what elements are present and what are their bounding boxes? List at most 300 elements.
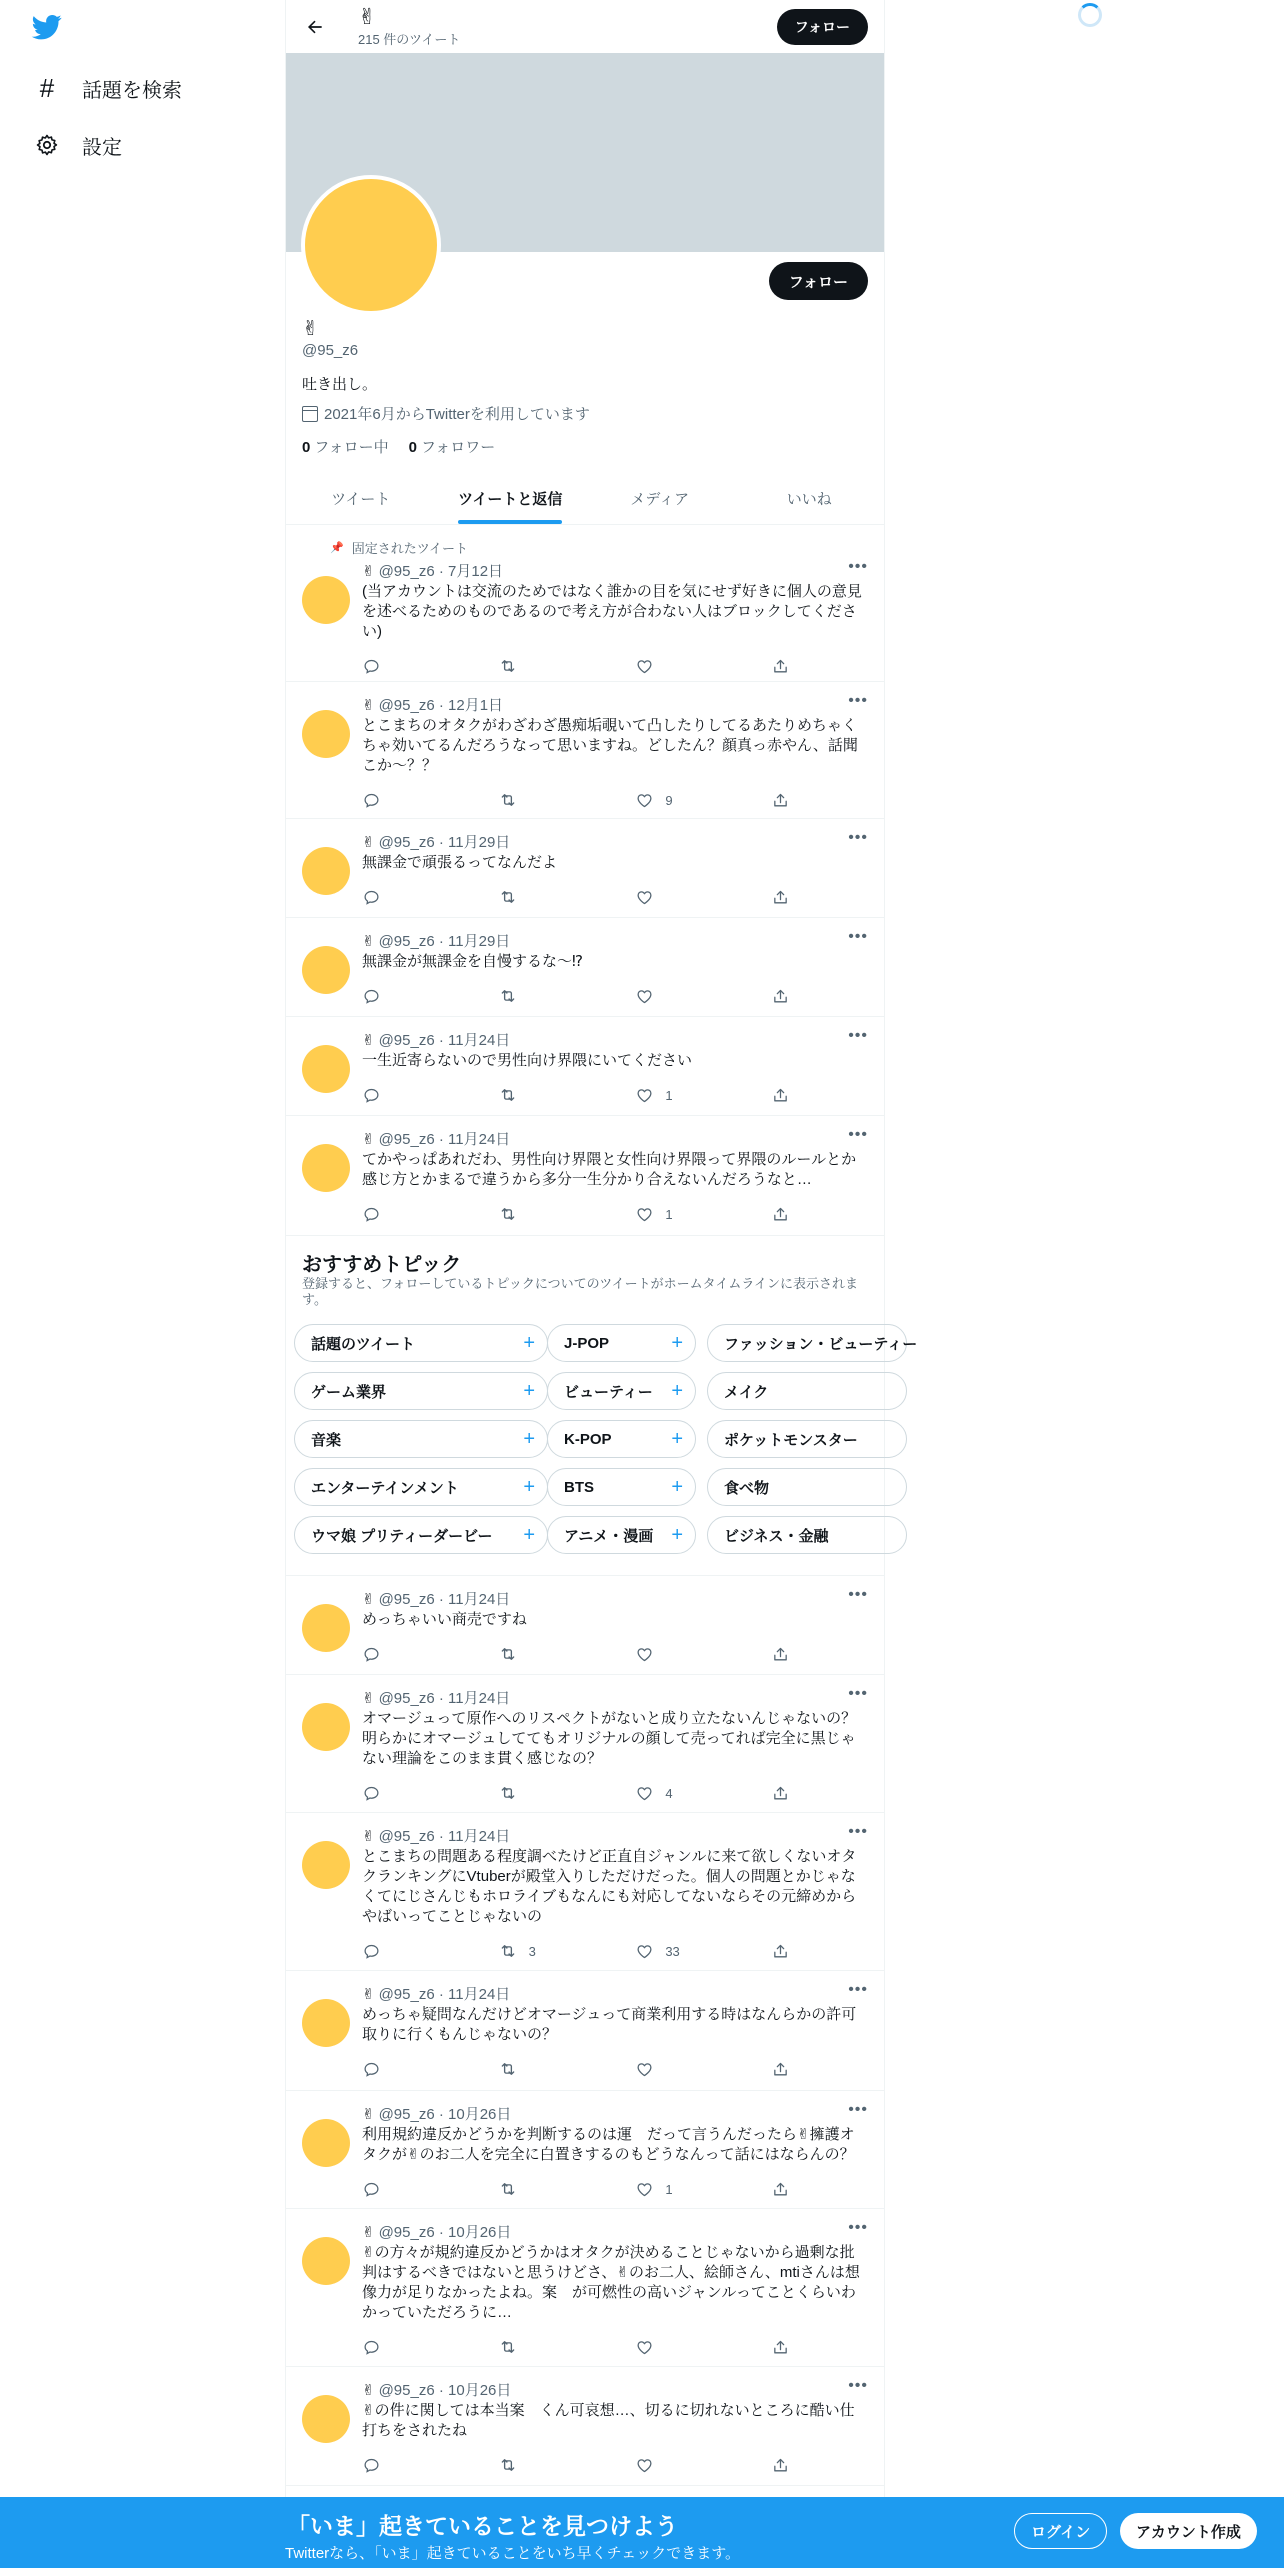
topic-chip[interactable]: [294, 1468, 548, 1506]
topic-chip[interactable]: [707, 1372, 907, 1410]
more-options-icon[interactable]: •••: [848, 1685, 868, 1702]
tweet-actions: [362, 790, 792, 810]
tweet[interactable]: [286, 2091, 884, 2209]
share-button[interactable]: [772, 1783, 792, 1803]
tweet-text: ✌の件に関しては本当案 くん可哀想…、切るに切れないところに酷い仕打ちをされたね: [362, 2402, 855, 2439]
more-options-icon[interactable]: •••: [848, 1823, 868, 1840]
tweet-text: オマージュって原作へのリスペクトがないと成り立たないんじゃないの？明らかにオマージュしててもオリジナルの顔して売ってれば完全に黒じゃない理論をこのまま貫く感じなの？: [362, 1710, 857, 1767]
topic-chip-label: 話題のツイート: [311, 1335, 415, 1353]
more-options-icon[interactable]: •••: [848, 829, 868, 846]
tweet-text: てかやっぱあれだわ、男性向け界隈と女性向け界隈って界隈のルールとか感じ方とかまるで違うから多分一生分かり合えないんだろうなと…: [362, 1151, 857, 1188]
followers-link[interactable]: [409, 436, 496, 457]
reply-button[interactable]: [362, 1783, 442, 1803]
reply-button[interactable]: [362, 2179, 442, 2199]
tweet-author-name[interactable]: ✌: [362, 1986, 375, 2003]
tweet-avatar[interactable]: [302, 1703, 350, 1751]
topic-chip[interactable]: [294, 1324, 548, 1362]
tweet-avatar[interactable]: [302, 946, 350, 994]
header-name: ✌: [358, 4, 377, 29]
reply-button[interactable]: [362, 656, 442, 676]
retweet-button[interactable]: [499, 2337, 579, 2357]
retweet-count: 3: [528, 1943, 536, 1959]
tweet-avatar[interactable]: [302, 2395, 350, 2443]
reply-button[interactable]: [362, 2337, 442, 2357]
share-icon: [772, 2180, 789, 2198]
like-button[interactable]: [635, 1204, 715, 1224]
like-button[interactable]: [635, 2337, 715, 2357]
twitter-bird-icon[interactable]: [30, 12, 66, 44]
like-count: 1: [665, 2181, 673, 2197]
reply-button[interactable]: [362, 887, 442, 907]
tweet-actions: [362, 1085, 792, 1105]
tab-label: ツイートと返信: [458, 490, 563, 508]
retweet-icon: [499, 1942, 517, 1960]
tweet-date[interactable]: 11月29日: [448, 933, 511, 950]
heart-icon: [635, 1205, 653, 1223]
retweet-button[interactable]: [499, 2179, 579, 2199]
tweet-handle[interactable]: @95_z6: [378, 834, 435, 851]
follow-button[interactable]: フォロー: [769, 262, 868, 300]
retweet-icon: [499, 2060, 517, 2078]
tweet-text: 一生近寄らないので男性向け界隈にいてください: [362, 1052, 693, 1069]
heart-icon: [635, 2180, 653, 2198]
tweet-author-name[interactable]: ✌: [362, 2106, 375, 2123]
share-icon: [772, 1645, 789, 1663]
tweet-actions: [362, 2059, 792, 2079]
tweet-handle[interactable]: @95_z6: [378, 2106, 435, 2123]
more-options-icon[interactable]: •••: [848, 2219, 868, 2236]
tab-label: ツイート: [331, 490, 391, 508]
tweet-handle[interactable]: @95_z6: [378, 1591, 435, 1608]
gear-icon: [32, 130, 62, 160]
more-options-icon[interactable]: •••: [848, 2377, 868, 2394]
retweet-button[interactable]: [499, 1085, 579, 1105]
retweet-icon: [499, 1645, 517, 1663]
tweet[interactable]: [286, 918, 884, 1017]
following-count: 0: [302, 439, 311, 456]
more-options-icon[interactable]: •••: [848, 2101, 868, 2118]
topic-chip-label: ゲーム業界: [311, 1383, 387, 1401]
pin-icon: 📌: [330, 542, 344, 554]
like-button[interactable]: [635, 2059, 715, 2079]
retweet-icon: [499, 1205, 517, 1223]
like-button[interactable]: [635, 986, 715, 1006]
calendar-icon: [302, 406, 318, 422]
share-button[interactable]: [772, 2179, 792, 2199]
reply-button[interactable]: [362, 1644, 442, 1664]
reply-button[interactable]: [362, 2059, 442, 2079]
more-options-icon[interactable]: •••: [848, 928, 868, 945]
tweet[interactable]: [286, 1971, 884, 2091]
tweet-author-name[interactable]: ✌: [362, 1131, 375, 1148]
reply-icon: [362, 1942, 380, 1960]
retweet-button[interactable]: [499, 1941, 579, 1961]
tweet-handle[interactable]: @95_z6: [378, 2382, 435, 2399]
followers-label: フォロワー: [420, 439, 496, 456]
retweet-button[interactable]: [499, 887, 579, 907]
share-icon: [772, 1942, 789, 1960]
topics-title: おすすめトピック: [302, 1254, 462, 1276]
tweet[interactable]: [286, 1813, 884, 1971]
heart-icon: [635, 2060, 653, 2078]
followers-count: 0: [408, 439, 417, 456]
header-follow-button[interactable]: フォロー: [777, 9, 868, 45]
tweet-author-name[interactable]: ✌: [362, 1828, 375, 1845]
tweet[interactable]: [286, 2367, 884, 2486]
topic-chip-label: ポケットモンスター: [724, 1431, 858, 1449]
like-count: 33: [665, 1943, 680, 1959]
tweet[interactable]: [286, 819, 884, 918]
tweet-author-name[interactable]: ✌: [362, 834, 375, 851]
tweet-handle[interactable]: @95_z6: [378, 933, 435, 950]
more-options-icon[interactable]: •••: [848, 1981, 868, 1998]
tweet[interactable]: [286, 2209, 884, 2367]
share-button[interactable]: [772, 2455, 792, 2475]
heart-icon: [635, 1645, 653, 1663]
tweet[interactable]: [286, 1576, 884, 1675]
tweet[interactable]: [286, 682, 884, 819]
reply-button[interactable]: [362, 1085, 442, 1105]
nav-settings[interactable]: [32, 125, 122, 165]
pinned-text: 固定されたツイート: [351, 541, 469, 556]
tweet[interactable]: [286, 1116, 884, 1236]
reply-icon: [362, 1086, 380, 1104]
signup-button[interactable]: アカウント作成: [1120, 2513, 1257, 2549]
more-options-icon[interactable]: •••: [848, 692, 868, 709]
share-icon: [772, 2456, 789, 2474]
more-options-icon[interactable]: •••: [848, 1586, 868, 1603]
tweet-actions: [362, 2455, 792, 2475]
topic-chip-label: ウマ娘 プリティーダービー: [311, 1527, 493, 1545]
plus-icon: +: [671, 1476, 683, 1498]
tab-tweets[interactable]: [286, 472, 436, 524]
tweet-handle[interactable]: @95_z6: [378, 1690, 435, 1707]
share-button[interactable]: [772, 656, 792, 676]
heart-icon: [635, 791, 653, 809]
topic-chip[interactable]: [707, 1468, 907, 1506]
profile-tabs: [286, 472, 884, 525]
tab-label: いいね: [786, 490, 832, 508]
share-icon: [772, 657, 789, 675]
tweet-text: とこまちのオタクがわざわざ愚痴垢覗いて凸したりしてるあたりめちゃくちゃ効いてるんだろうなって思いますね。どしたん？顔真っ赤やん、話聞こか〜？？: [362, 717, 858, 774]
like-button[interactable]: [635, 790, 715, 810]
topics-subtitle: 登録すると、フォローしているトピックについてのツイートがホームタイムラインに表示されます。: [302, 1276, 859, 1307]
tweet-date[interactable]: 11月24日: [448, 1591, 511, 1608]
topic-chip-label: K-POP: [564, 1430, 612, 1448]
topic-chip-label: ビューティー: [564, 1383, 653, 1401]
retweet-icon: [499, 2338, 517, 2356]
tweet-header: ✌ @95_z6 · 7月12日: [362, 563, 504, 580]
topic-chip[interactable]: [547, 1516, 696, 1554]
reply-button[interactable]: [362, 790, 442, 810]
share-button[interactable]: [772, 1941, 792, 1961]
retweet-button[interactable]: [499, 2059, 579, 2079]
nav-explore[interactable]: [32, 68, 182, 108]
tab-media[interactable]: [585, 472, 735, 524]
heart-icon: [635, 888, 653, 906]
like-button[interactable]: [635, 1085, 715, 1105]
like-count: 1: [665, 1206, 673, 1222]
reply-icon: [362, 888, 380, 906]
signup-banner-subtitle: Twitterなら、「いま」起きていることをいち早くチェックできます。: [285, 2545, 741, 2562]
reply-icon: [362, 2338, 380, 2356]
heart-icon: [635, 987, 653, 1005]
tweet-avatar[interactable]: [302, 1144, 350, 1192]
like-count: 9: [665, 792, 673, 808]
reply-button[interactable]: [362, 2455, 442, 2475]
tweet-header: ✌ @95_z6 · 11月24日: [362, 1690, 511, 1707]
tweet-actions: [362, 2337, 792, 2357]
topic-chip-label: エンターテインメント: [311, 1479, 459, 1497]
tweet-author-name[interactable]: ✌: [362, 1690, 375, 1707]
login-button[interactable]: ログイン: [1014, 2513, 1107, 2549]
plus-icon: +: [671, 1380, 683, 1402]
tweet-author-name[interactable]: ✌: [362, 1032, 375, 1049]
tweet-author-name[interactable]: ✌: [362, 563, 375, 580]
retweet-button[interactable]: [499, 1204, 579, 1224]
tweet-handle[interactable]: @95_z6: [378, 1131, 435, 1148]
tweet[interactable]: [286, 1675, 884, 1813]
tweet-author-name[interactable]: ✌: [362, 2382, 375, 2399]
plus-icon: +: [523, 1476, 535, 1498]
tweet-avatar[interactable]: [302, 1999, 350, 2047]
profile-avatar[interactable]: [301, 175, 441, 315]
tab-likes[interactable]: [735, 472, 885, 524]
topic-chip[interactable]: [294, 1372, 548, 1410]
tweet-date[interactable]: 11月24日: [448, 1690, 511, 1707]
nav-settings-label: 設定: [82, 136, 122, 159]
more-options-icon[interactable]: •••: [848, 558, 868, 575]
reply-button[interactable]: [362, 986, 442, 1006]
tweet-author-name[interactable]: ✌: [362, 933, 375, 950]
tweet-avatar[interactable]: [302, 2119, 350, 2167]
tweet-date[interactable]: 11月24日: [448, 1828, 511, 1845]
more-options-icon[interactable]: •••: [848, 1027, 868, 1044]
pinned-label: [330, 538, 468, 557]
topic-chip-label: 音楽: [311, 1431, 342, 1449]
share-icon: [772, 1086, 789, 1104]
topic-chip-label: BTS: [564, 1478, 594, 1496]
tweet-author-name[interactable]: ✌: [362, 697, 375, 714]
tweet-handle[interactable]: @95_z6: [378, 1986, 435, 2003]
topic-chip-label: 食べ物: [724, 1479, 770, 1497]
heart-icon: [635, 2338, 653, 2356]
tweet-date[interactable]: 10月26日: [448, 2382, 512, 2399]
signup-banner-title: 「いま」起きていることを見つけよう: [287, 2513, 678, 2539]
topic-chip[interactable]: [707, 1420, 907, 1458]
tweet-handle[interactable]: @95_z6: [378, 1828, 435, 1845]
tweet-header: ✌ @95_z6 · 11月24日: [362, 1591, 511, 1608]
topic-chip-label: メイク: [724, 1383, 769, 1401]
like-count: 1: [665, 1087, 673, 1103]
reply-icon: [362, 657, 380, 675]
profile-handle: @95_z6: [302, 342, 359, 359]
tweet-text: (当アカウントは交流のためではなく誰かの目を気にせず好きに個人の意見を述べるためのものであるので考え方が合わない人はブロックしてください): [362, 583, 862, 640]
share-button[interactable]: [772, 790, 792, 810]
retweet-button[interactable]: [499, 656, 579, 676]
topic-chip-label: J-POP: [564, 1334, 610, 1352]
tweet-text: 無課金で頑張るってなんだよ: [362, 854, 558, 871]
following-label: フォロー中: [314, 439, 389, 456]
share-icon: [772, 2338, 789, 2356]
topic-chip[interactable]: [707, 1324, 918, 1362]
plus-icon: +: [671, 1428, 683, 1450]
topic-chip[interactable]: [547, 1324, 696, 1362]
reply-icon: [362, 2456, 380, 2474]
topic-chip[interactable]: [547, 1372, 696, 1410]
tweet-avatar[interactable]: [302, 1841, 350, 1889]
tab-tweets-and-replies[interactable]: [436, 472, 586, 524]
share-button[interactable]: [772, 1644, 792, 1664]
reply-icon: [362, 1645, 380, 1663]
topic-chip-label: ファッション・ビューティー: [724, 1335, 918, 1353]
tweet-text: とこまちの問題ある程度調べたけど正直自ジャンルに来て欲しくないオタクランキングにVtuberが殿堂入りしただけだった。個人の問題とかじゃなくてにじさんじもホロライブもなんにも対応してないならその元締めからやばいってことじゃないの: [362, 1848, 857, 1925]
plus-icon: +: [523, 1524, 535, 1546]
tweet-header: ✌ @95_z6 · 11月29日: [362, 933, 511, 950]
tweet-date[interactable]: 10月26日: [448, 2106, 512, 2123]
like-button[interactable]: [635, 1941, 715, 1961]
reply-icon: [362, 791, 380, 809]
more-options-icon[interactable]: •••: [848, 1126, 868, 1143]
profile-follow-stats: [302, 436, 495, 457]
tweet-avatar[interactable]: [302, 2237, 350, 2285]
left-sidebar: [0, 0, 285, 2568]
retweet-icon: [499, 888, 517, 906]
tweet-header: ✌ @95_z6 · 11月24日: [362, 1986, 511, 2003]
share-icon: [772, 1784, 789, 1802]
tweet-date[interactable]: 11月24日: [448, 1131, 511, 1148]
share-icon: [772, 2060, 789, 2078]
retweet-icon: [499, 2456, 517, 2474]
retweet-icon: [499, 987, 517, 1005]
like-count: 4: [665, 1785, 673, 1801]
signup-banner: [0, 2497, 1284, 2568]
like-button[interactable]: [635, 1783, 715, 1803]
back-arrow-icon[interactable]: [298, 10, 332, 44]
nav-explore-label: 話題を検索: [82, 79, 182, 102]
tweet-header: ✌ @95_z6 · 10月26日: [362, 2224, 512, 2241]
reply-icon: [362, 2180, 380, 2198]
share-icon: [772, 987, 789, 1005]
reply-icon: [362, 2060, 380, 2078]
topic-chip[interactable]: [547, 1468, 696, 1506]
tweet-actions: [362, 1941, 792, 1961]
tweet-date[interactable]: 11月24日: [448, 1032, 511, 1049]
tweet-date[interactable]: 12月1日: [448, 697, 504, 714]
plus-icon: +: [523, 1428, 535, 1450]
topic-chip-label: アニメ・漫画: [564, 1527, 654, 1545]
tweet-actions: [362, 1783, 792, 1803]
tweet-actions: [362, 656, 792, 676]
tweet-header: ✌ @95_z6 · 11月24日: [362, 1131, 511, 1148]
share-button[interactable]: [772, 1085, 792, 1105]
plus-icon: +: [523, 1332, 535, 1354]
retweet-icon: [499, 1086, 517, 1104]
heart-icon: [635, 1942, 653, 1960]
profile-name: ✌: [302, 318, 319, 340]
share-button[interactable]: [772, 1204, 792, 1224]
profile-column: [285, 0, 918, 2500]
like-button[interactable]: [635, 2455, 715, 2475]
tweet-actions: [362, 986, 792, 1006]
retweet-button[interactable]: [499, 2455, 579, 2475]
like-button[interactable]: [635, 2179, 715, 2199]
recommended-topics: [286, 1236, 918, 1576]
hashtag-icon: #: [39, 72, 55, 103]
tweet-text: めっちゃいい商売ですね: [362, 1611, 527, 1628]
retweet-button[interactable]: [499, 1644, 579, 1664]
header-tweet-count: 215 件のツイート: [358, 32, 461, 47]
retweet-button[interactable]: [499, 1783, 579, 1803]
tweet-date[interactable]: 10月26日: [448, 2224, 512, 2241]
retweet-icon: [499, 791, 517, 809]
tweet-avatar[interactable]: [302, 847, 350, 895]
reply-button[interactable]: [362, 1204, 442, 1224]
tweet-author-name[interactable]: ✌: [362, 2224, 375, 2241]
topic-chip[interactable]: [547, 1420, 696, 1458]
profile-bio: 吐き出し。: [302, 376, 378, 393]
tweet-handle[interactable]: @95_z6: [378, 2224, 435, 2241]
active-tab-indicator: [458, 520, 562, 524]
retweet-button[interactable]: [499, 790, 579, 810]
heart-icon: [635, 2456, 653, 2474]
tweet[interactable]: [286, 1017, 884, 1116]
tweet-text: めっちゃ疑問なんだけどオマージュって商業利用する時はなんらかの許可取りに行くもんじゃないの？: [362, 2006, 857, 2043]
tweet-actions: [362, 2179, 792, 2199]
following-link[interactable]: [302, 436, 389, 457]
share-icon: [772, 791, 789, 809]
tweet-avatar[interactable]: [302, 576, 350, 624]
topic-chip-label: ビジネス・金融: [724, 1527, 829, 1545]
tweet-header: ✌ @95_z6 · 11月29日: [362, 834, 511, 851]
topic-chip[interactable]: [294, 1516, 548, 1554]
retweet-icon: [499, 657, 517, 675]
profile-header-bar: [286, 0, 884, 53]
reply-icon: [362, 1784, 380, 1802]
tweet-handle[interactable]: @95_z6: [378, 563, 435, 580]
like-button[interactable]: [635, 656, 715, 676]
tweet-date[interactable]: 11月29日: [448, 834, 511, 851]
tweet[interactable]: [286, 526, 884, 682]
retweet-button[interactable]: [499, 986, 579, 1006]
reply-button[interactable]: [362, 1941, 442, 1961]
share-button[interactable]: [772, 887, 792, 907]
tweet-avatar[interactable]: [302, 710, 350, 758]
reply-icon: [362, 987, 380, 1005]
tweet-handle[interactable]: @95_z6: [378, 1032, 435, 1049]
tweet-text: 無課金が無課金を自慢するな〜⁉: [362, 953, 583, 970]
share-button[interactable]: [772, 986, 792, 1006]
topic-chip[interactable]: [707, 1516, 907, 1554]
topic-chip[interactable]: [294, 1420, 548, 1458]
tweet-header: ✌ @95_z6 · 10月26日: [362, 2382, 512, 2399]
share-icon: [772, 1205, 789, 1223]
tweet-avatar[interactable]: [302, 1604, 350, 1652]
tweet-date[interactable]: 7月12日: [448, 563, 504, 580]
tweet-handle[interactable]: @95_z6: [378, 697, 435, 714]
plus-icon: +: [523, 1380, 535, 1402]
reply-icon: [362, 1205, 380, 1223]
tweet-date[interactable]: 11月24日: [448, 1986, 511, 2003]
tweet-header: ✌ @95_z6 · 10月26日: [362, 2106, 512, 2123]
like-button[interactable]: [635, 887, 715, 907]
like-button[interactable]: [635, 1644, 715, 1664]
tweet-avatar[interactable]: [302, 1045, 350, 1093]
profile-joined: [302, 403, 590, 424]
share-button[interactable]: [772, 2059, 792, 2079]
tweet-author-name[interactable]: ✌: [362, 1591, 375, 1608]
share-button[interactable]: [772, 2337, 792, 2357]
